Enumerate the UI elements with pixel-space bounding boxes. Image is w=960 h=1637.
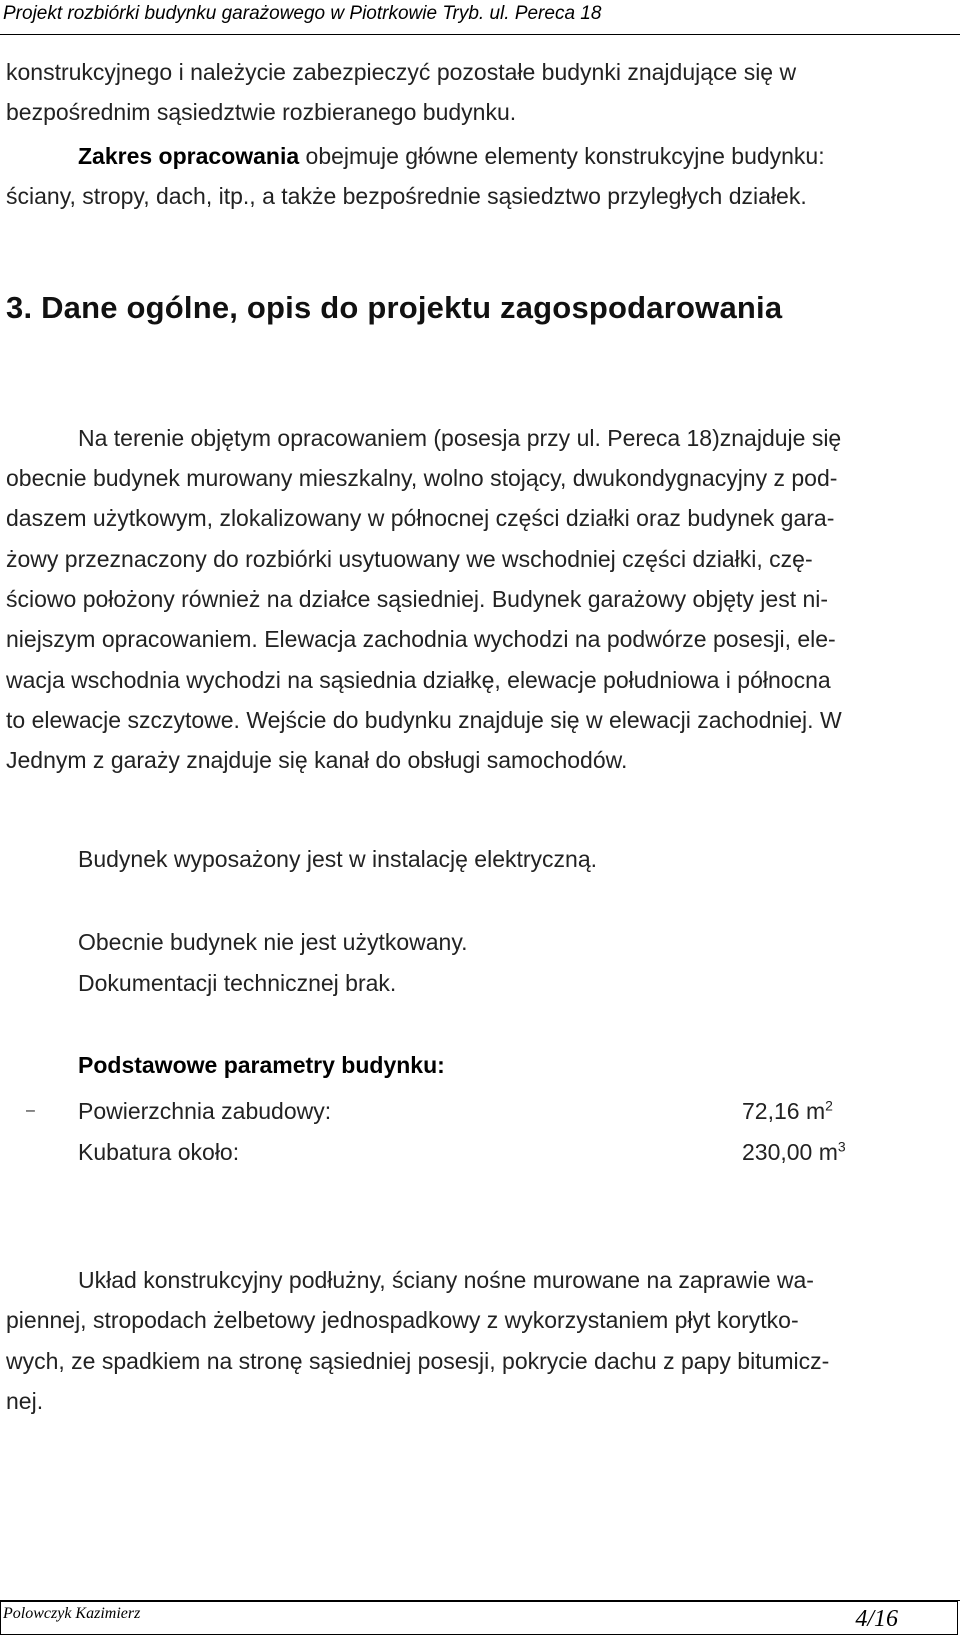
description-line: obecnie budynek murowany mieszkalny, wolno stojący, dwukondygnacyjny z pod-: [6, 465, 838, 491]
section-heading: 3. Dane ogólne, opis do projektu zagospodarowania: [6, 290, 783, 325]
scope-rest: obejmuje główne elementy konstrukcyjne budynku:: [299, 143, 825, 169]
structure-line: Układ konstrukcyjny podłużny, ściany nośne murowane na zaprawie wa-: [78, 1267, 814, 1293]
scope-line: [6, 136, 946, 177]
description-line: wacja wschodnia wychodzi na sąsiednia działkę, elewacje południowa i północna: [6, 667, 831, 693]
parameter-value: 230,00 $m^3$: [742, 1138, 846, 1165]
electric-installation-text: Budynek wyposażony jest w instalację elektryczną.: [78, 846, 598, 872]
scope-bold-label: Zakres opracowania: [78, 143, 300, 169]
description-line: żowy przeznaczony do rozbiórki usytuowany we wschodniej części działki, czę-: [6, 546, 813, 572]
footer-author: Polowczyk Kazimierz: [3, 1605, 141, 1622]
description-line: Na terenie objętym opracowaniem (posesja przy ul. Pereca 18)znajduje się: [78, 425, 842, 451]
structure-line: nej.: [6, 1388, 44, 1414]
description-line: daszem użytkowym, zlokalizowany w północnej części działki oraz budynek gara-: [6, 505, 835, 531]
header-title: Projekt rozbiórki budynku garażowego w Piotrkowie Tryb. ul. Pereca 18: [3, 3, 602, 24]
parameter-label: Kubatura około:: [78, 1139, 240, 1165]
footer-frame: [0, 1601, 958, 1635]
parameter-row-area: [0, 1094, 960, 1128]
parameter-row-volume: [0, 1135, 960, 1169]
page-number: 4/16: [855, 1606, 898, 1632]
structure-line: piennej, stropodach żelbetowy jednospadkowy z wykorzystaniem płyt korytko-: [6, 1307, 799, 1333]
usage-status-text: Obecnie budynek nie jest użytkowany.: [78, 929, 468, 955]
parameter-label: Powierzchnia zabudowy:: [78, 1098, 332, 1124]
parameters-heading: Podstawowe parametry budynku:: [78, 1052, 445, 1078]
intro-line-4: ściany, stropy, dach, itp., a także bezpośrednie sąsiedztwo przyległych działek.: [6, 183, 807, 209]
parameter-value: 72,16 $m^2$: [742, 1097, 833, 1124]
intro-line-2: bezpośrednim sąsiedztwie rozbieranego budynku.: [6, 99, 517, 125]
description-line: ściowo położony również na działce sąsiedniej. Budynek garażowy objęty jest ni-: [6, 586, 829, 612]
page-footer: [0, 1600, 960, 1637]
description-line: Jednym z garaży znajduje się kanał do obsługi samochodów.: [6, 747, 628, 773]
list-dash: –: [26, 1102, 35, 1119]
structure-line: wych, ze spadkiem na stronę sąsiedniej posesji, pokrycie dachu z papy bitumicz-: [6, 1348, 830, 1374]
documentation-text: Dokumentacji technicznej brak.: [78, 970, 397, 996]
intro-line-1: konstrukcyjnego i należycie zabezpieczyć pozostałe budynki znajdujące się w: [6, 59, 797, 85]
description-line: niejszym opracowaniem. Elewacja zachodnia wychodzi na podwórze posesji, ele-: [6, 626, 836, 652]
description-line: to elewacje szczytowe. Wejście do budynku znajduje się w elewacji zachodniej. W: [6, 707, 842, 733]
